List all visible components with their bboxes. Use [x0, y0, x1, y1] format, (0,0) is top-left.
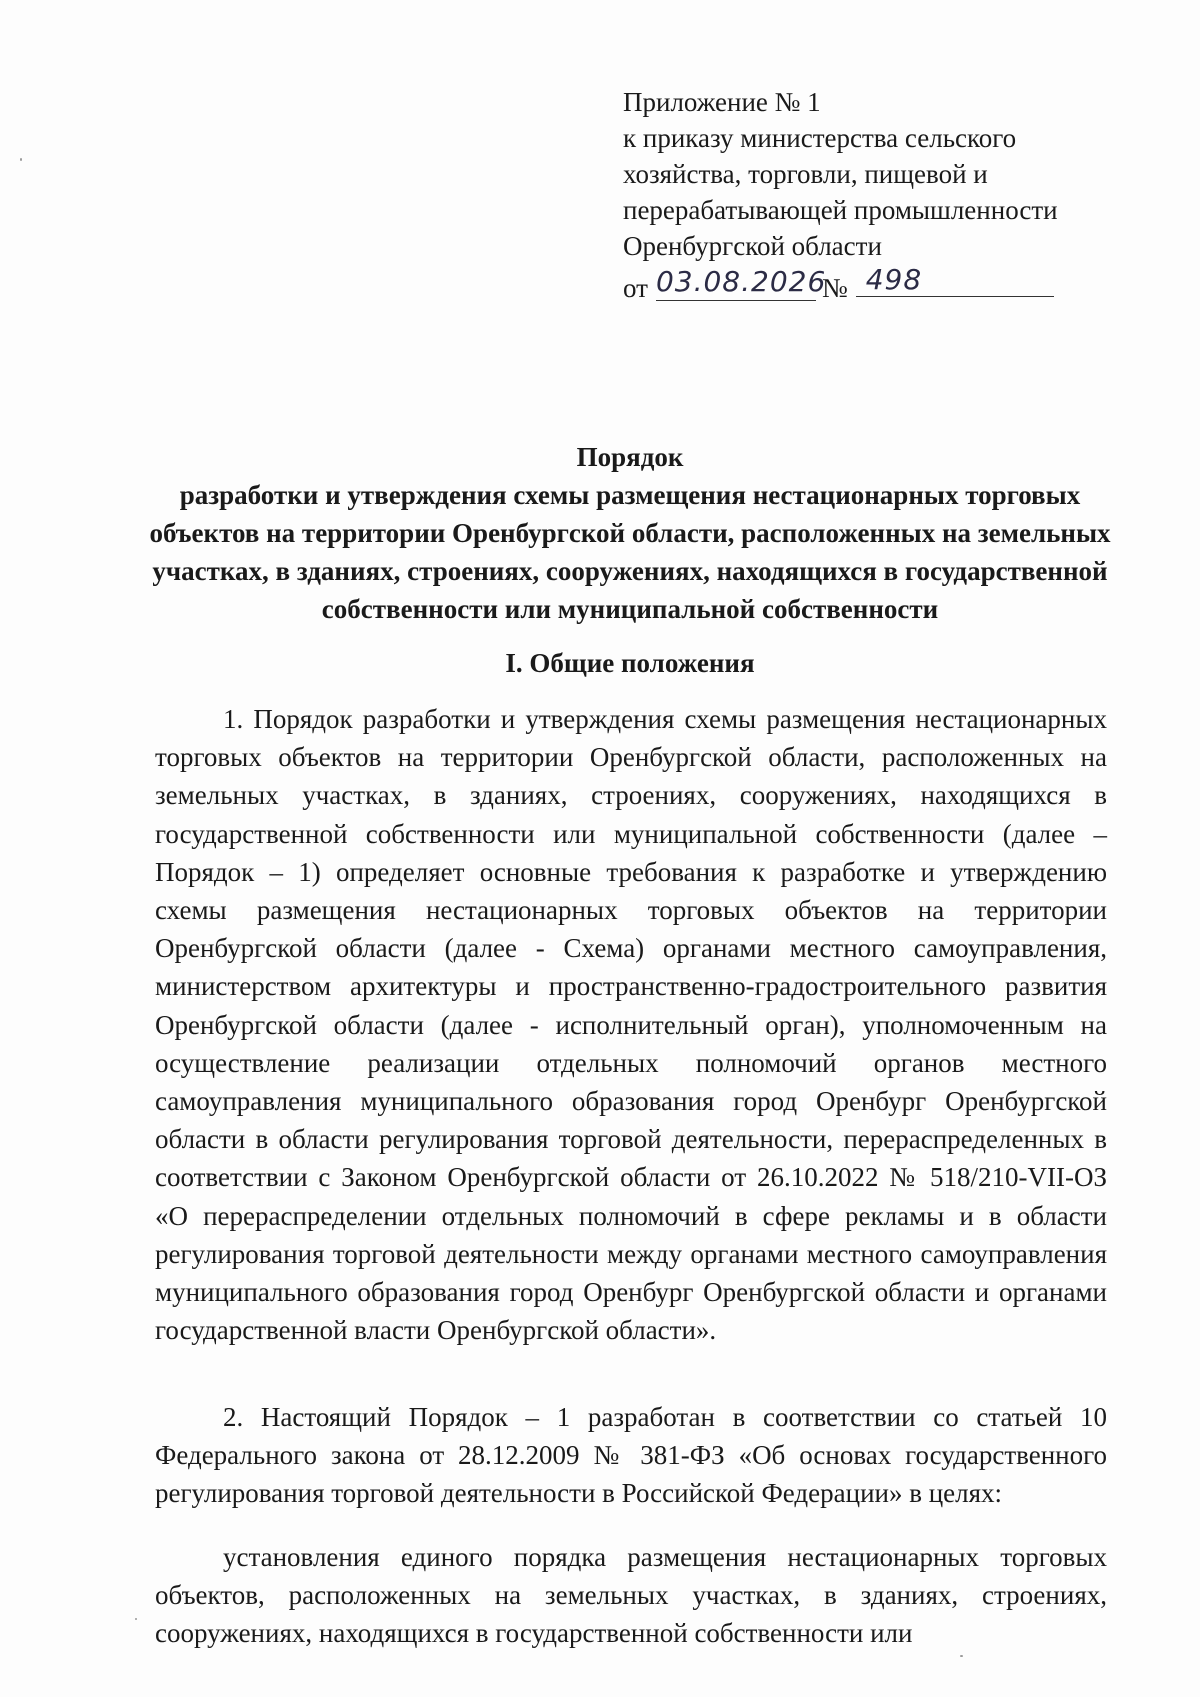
appendix-number: Приложение № 1: [623, 87, 821, 117]
appendix-block: [623, 84, 1093, 306]
number-prefix: №: [821, 273, 848, 303]
scan-speck: [135, 1618, 137, 1620]
appendix-line-5: Оренбургской области: [623, 231, 882, 261]
appendix-line-4: перерабатывающей промышленности: [623, 195, 1058, 225]
number-field: [856, 263, 1054, 297]
scan-speck: [20, 158, 22, 161]
date-field: [655, 265, 827, 301]
appendix-line-3: хозяйства, торговли, пищевой и: [623, 159, 988, 189]
appendix-line-2: к приказу министерства сельского: [623, 123, 1017, 153]
title-subtitle: разработки и утверждения схемы размещения нестационарных торговых объектов на территории Оренбургской области, расположенных на земельных участках, в зданиях, строениях, сооружениях, находящихся в государственной собственности или муниципальной собственности: [149, 480, 1111, 624]
document-title: [140, 438, 1120, 628]
paragraph-2: 2. Настоящий Порядок – 1 разработан в соответствии со статьей 10 Федерального закона от 28.12.2009 № 381-ФЗ «Об основах государственного регулирования торговой деятельности в Российской Федерации» в целях:: [155, 1402, 1107, 1509]
title-main: Порядок: [576, 442, 684, 472]
date-prefix: от: [623, 273, 648, 303]
paragraph-1: 1. Порядок разработки и утверждения схемы размещения нестационарных торговых объектов на территории Оренбургской области, расположенных на земельных участках, в зданиях, строениях, сооружениях, находящихся в государственной собственности или муниципальной собственности (далее – Порядок – 1) определяет основные требования к разработке и утверждению схемы размещения нестационарных торговых объектов на территории Оренбургской области (далее - Схема) органами местного самоуправления, министерством архитектуры и пространственно-градостроительного развития Оренбургской области (далее - исполнительный орган), уполномоченным на осуществление реализации отдельных полномочий органов местного самоуправления муниципального образования город Оренбург Оренбургской области в области регулирования торговой деятельности, перераспределенных в соответствии с Законом Оренбургской области от 26.10.2022 № 518/210-VII-ОЗ «О перераспределении отдельных полномочий в сфере рекламы и в области регулирования торговой деятельности между органами местного самоуправления муниципального образования город Оренбург Оренбургской области и органами государственной власти Оренбургской области».: [155, 704, 1107, 1346]
section-heading: I. Общие положения: [505, 648, 755, 678]
order-date-number-row: [623, 263, 1093, 306]
scan-speck: [960, 1655, 963, 1657]
paragraph-3: установления единого порядка размещения нестационарных торговых объектов, расположенных на земельных участках, в зданиях, строениях, сооружениях, находящихся в государственной собственности или: [155, 1542, 1107, 1649]
handwritten-number: 498: [865, 263, 923, 296]
handwritten-date: 03.08.2026: [655, 265, 827, 298]
